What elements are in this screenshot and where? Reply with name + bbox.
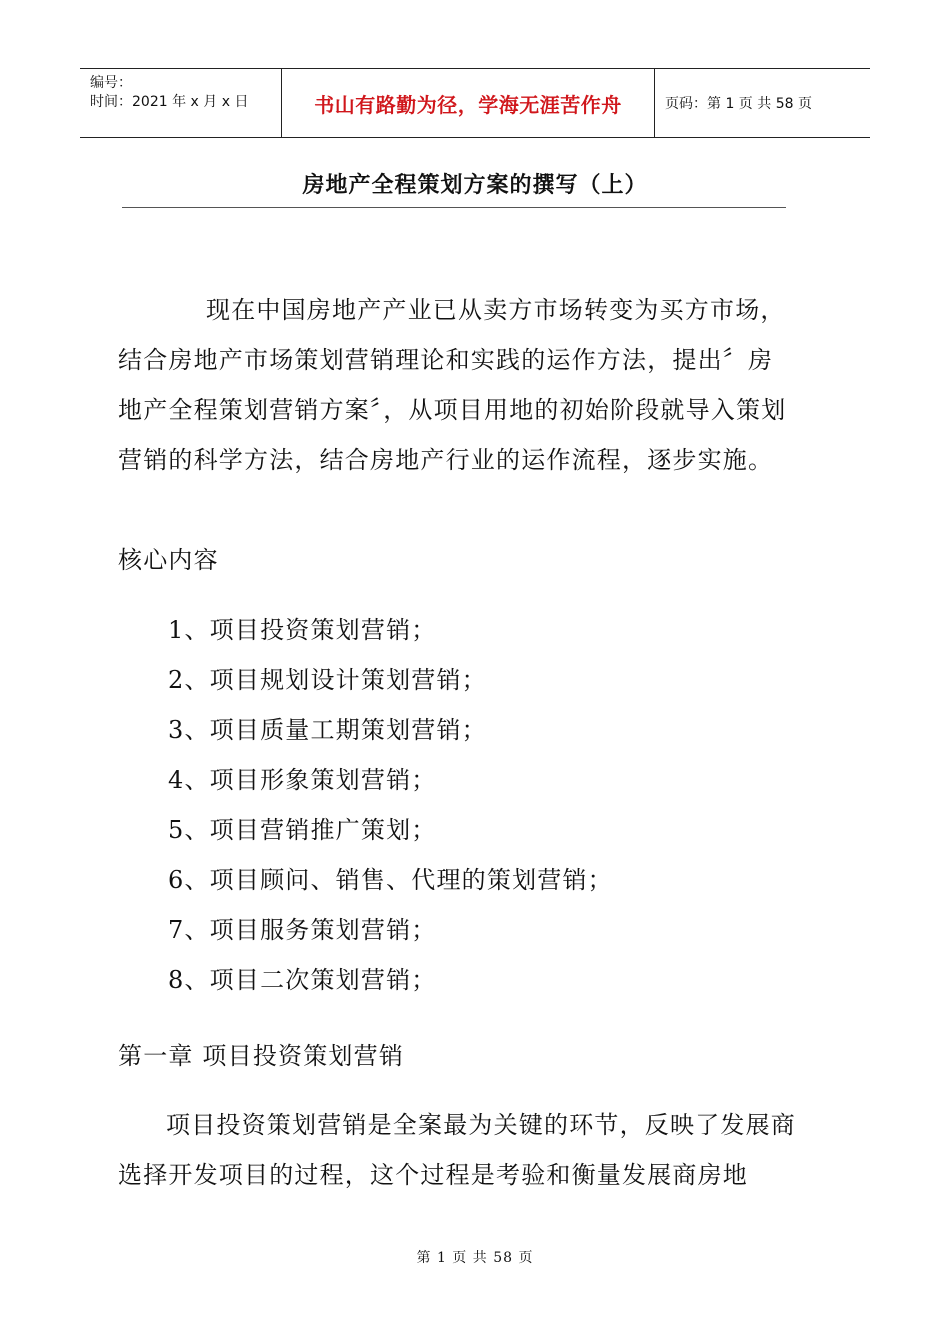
core-content-list bbox=[168, 612, 613, 1012]
list-item: 5、项目营销推广策划； bbox=[168, 816, 437, 844]
document-number-label: 编号： bbox=[90, 75, 132, 91]
document-date-label: 时间：2021 年 x 月 x 日 bbox=[90, 94, 249, 110]
list-item: 4、项目形象策划营销； bbox=[168, 766, 437, 794]
list-item: 7、项目服务策划营销； bbox=[168, 916, 437, 944]
title-divider bbox=[122, 207, 786, 208]
intro-paragraph: 现在中国房地产产业已从卖方市场转变为买方市场，结合房地产市场策划营销理论和实践的运作方法，提出〞房地产全程策划营销方案〞，从项目用地的初始阶段就导入策划营销的科学方法，结合房地产行业的运作流程，逐步实施。 bbox=[118, 296, 787, 474]
header-meta-cell bbox=[80, 69, 282, 137]
chapter-paragraph: 项目投资策划营销是全案最为关键的环节，反映了发展商选择开发项目的过程，这个过程是考验和衡量发展商房地 bbox=[118, 1111, 796, 1189]
list-item: 6、项目顾问、销售、代理的策划营销； bbox=[168, 866, 613, 894]
list-item: 8、项目二次策划营销； bbox=[168, 966, 437, 994]
header-motto: 书山有路勤为径，学海无涯苦作舟 bbox=[314, 92, 622, 117]
document-title: 房地产全程策划方案的撰写（上） bbox=[302, 173, 648, 198]
document-header bbox=[80, 68, 870, 138]
header-page-info: 页码：第 1 页 共 58 页 bbox=[665, 96, 812, 112]
page-footer: 第 1 页 共 58 页 bbox=[416, 1250, 534, 1266]
list-item: 2、项目规划设计策划营销； bbox=[168, 666, 487, 694]
chapter-heading: 第一章 项目投资策划营销 bbox=[118, 1042, 405, 1070]
header-page-cell bbox=[655, 69, 870, 137]
list-item: 1、项目投资策划营销； bbox=[168, 616, 437, 644]
list-item: 3、项目质量工期策划营销； bbox=[168, 716, 487, 744]
header-motto-cell bbox=[282, 69, 655, 137]
core-content-heading: 核心内容 bbox=[118, 546, 219, 574]
